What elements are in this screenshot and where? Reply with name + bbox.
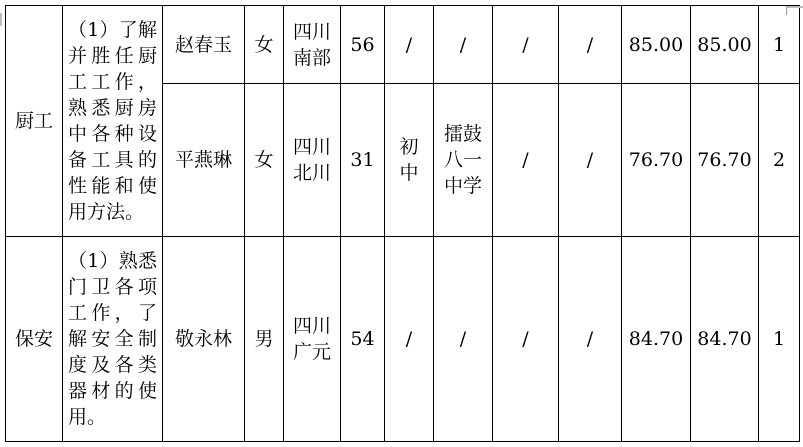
cell-school: 擂鼓八一中学 xyxy=(434,84,493,237)
cell-col7: / xyxy=(493,84,559,237)
cell-school: / xyxy=(434,237,493,442)
edge-artifact xyxy=(0,13,2,26)
cell-score-2: 85.00 xyxy=(691,6,759,84)
cell-col8: / xyxy=(559,6,622,84)
cell-col8: / xyxy=(559,84,622,237)
cell-origin: 四川广元 xyxy=(284,237,341,442)
cell-age: 56 xyxy=(341,6,385,84)
candidates-table xyxy=(5,5,800,442)
cell-education: 初中 xyxy=(385,84,434,237)
cell-position-guard: 保安 xyxy=(6,237,63,442)
table-row xyxy=(6,237,800,442)
cell-school: / xyxy=(434,6,493,84)
cell-col7: / xyxy=(493,6,559,84)
cell-gender: 女 xyxy=(245,6,284,84)
table-row xyxy=(6,6,800,84)
cell-name: 赵春玉 xyxy=(163,6,245,84)
cell-score-1: 76.70 xyxy=(622,84,691,237)
cell-position-cook: 厨工 xyxy=(6,6,63,237)
cell-gender: 男 xyxy=(245,237,284,442)
cell-origin: 四川南部 xyxy=(284,6,341,84)
cell-score-1: 84.70 xyxy=(622,237,691,442)
cell-name: 平燕琳 xyxy=(163,84,245,237)
cell-requirement-cook: （1）了解并胜任厨工工作，熟悉厨房中各种设备工具的性能和使用方法。 xyxy=(63,6,163,237)
cell-gender: 女 xyxy=(245,84,284,237)
cell-col7: / xyxy=(493,237,559,442)
cell-education: / xyxy=(385,6,434,84)
corner-artifact xyxy=(786,6,803,15)
cell-score-2: 76.70 xyxy=(691,84,759,237)
cell-rank: 1 xyxy=(759,237,800,442)
cell-age: 54 xyxy=(341,237,385,442)
cell-name: 敬永林 xyxy=(163,237,245,442)
cell-education: / xyxy=(385,237,434,442)
cell-col8: / xyxy=(559,237,622,442)
cell-rank: 2 xyxy=(759,84,800,237)
cell-rank: 1 xyxy=(759,6,800,84)
cell-origin: 四川北川 xyxy=(284,84,341,237)
cell-age: 31 xyxy=(341,84,385,237)
cell-score-1: 85.00 xyxy=(622,6,691,84)
cell-score-2: 84.70 xyxy=(691,237,759,442)
cell-requirement-guard: （1）熟悉门卫各项工作，了解安全制度及各类器材的使用。 xyxy=(63,237,163,442)
